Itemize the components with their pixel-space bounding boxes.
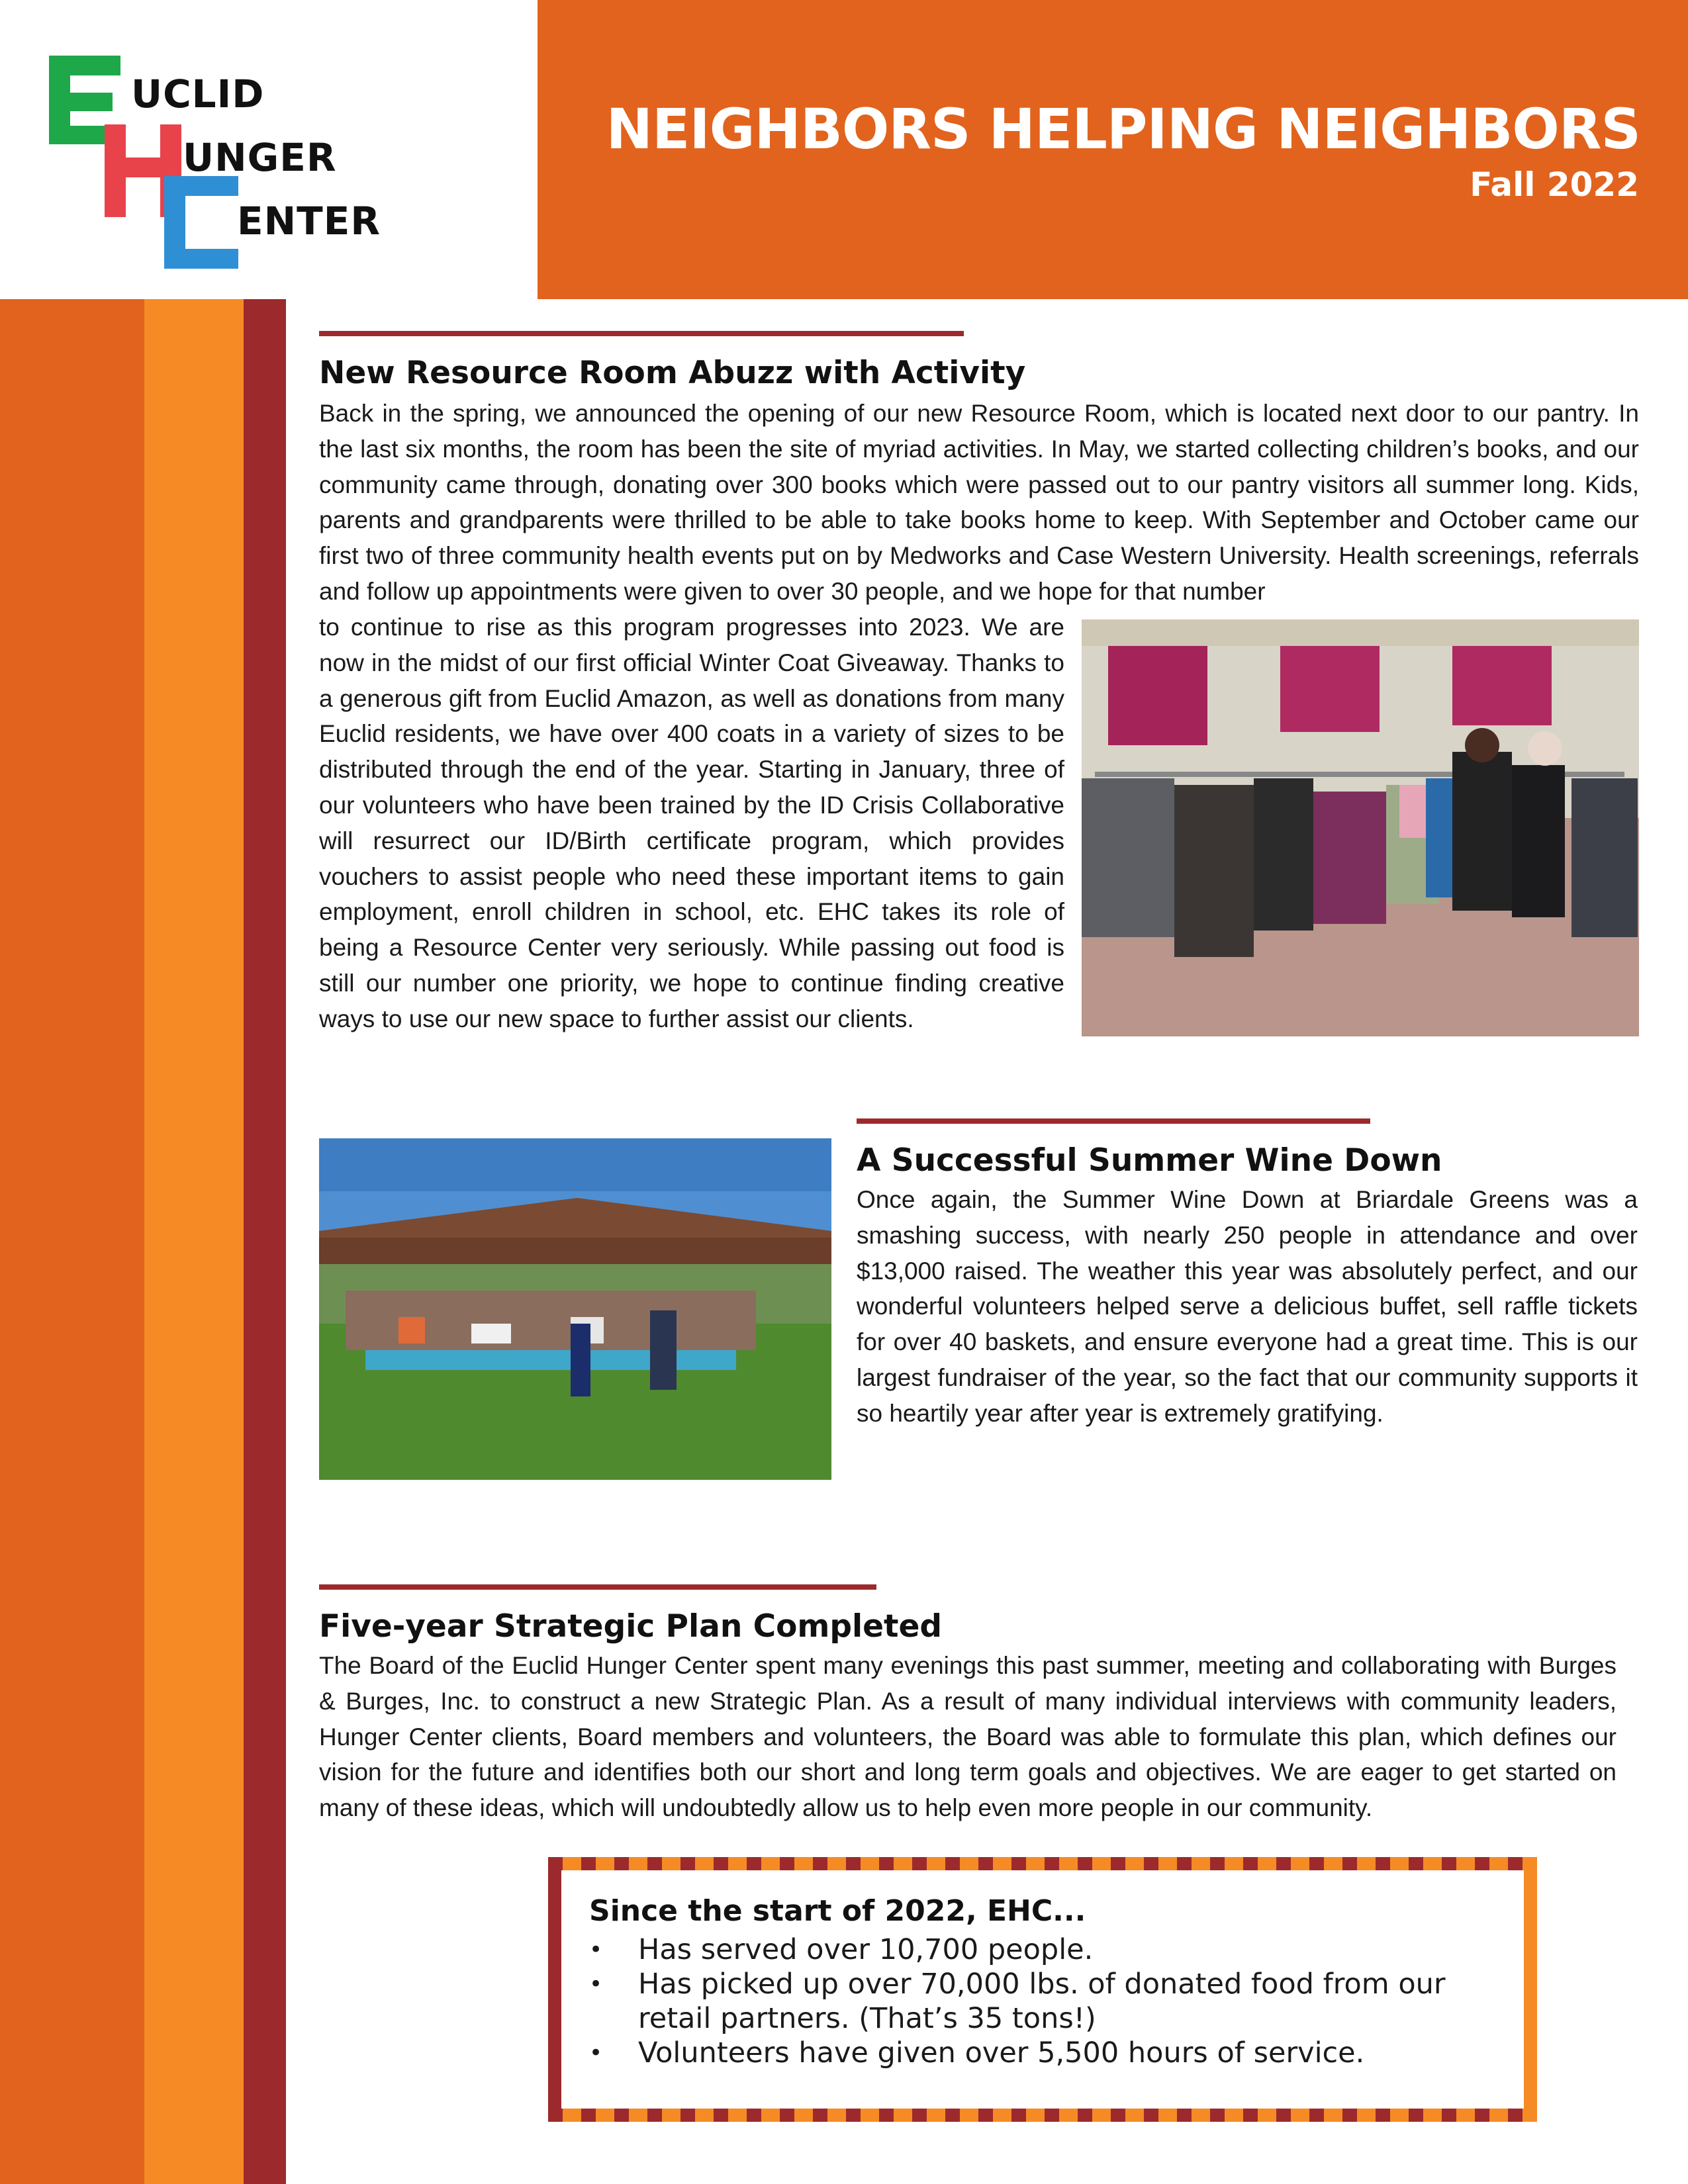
ehc-logo — [46, 52, 470, 270]
stats-item: • Volunteers have given over 5,500 hours of service. — [589, 2036, 1503, 2070]
decorative-stripe-orange — [0, 299, 144, 2184]
article-paragraph: Back in the spring, we announced the opening of our new Resource Room, which is located next door to our pantry. In the last six months, the room has been the site of myriad activities. In May, we started collecting children’s books, and our community came through, donating over 300 books which were passed out to our pantry visitors all summer long. Kids, parents and grandparents were thrilled to be able to take books home to keep. With September and October came our first two of three community health events put on by Medworks and Case Western University. Health screenings, referrals and follow up appointments were given to over 30 people, and we hope for that number — [319, 400, 1639, 605]
decorative-stripe-maroon — [244, 299, 286, 2184]
logo-word-center: ENTER — [237, 199, 381, 244]
stats-item: • Has picked up over 70,000 lbs. of donated food from our retail partners. (That’s 35 tons!) — [589, 1967, 1503, 2036]
article-heading: Five-year Strategic Plan Completed — [319, 1608, 943, 1645]
article-paragraph: Once again, the Summer Wine Down at Briardale Greens was a smashing success, with nearly 250 people in attendance and over $13,000 raised. The weather this year was absolutely perfect, and our wonderful volunteers helped serve a delicious buffet, sell raffle tickets for over 40 baskets, and ensure everyone had a great time. This is our largest fundraiser of the year, so the fact that our community supports it so heartily year after year is extremely gratifying. — [857, 1186, 1638, 1427]
logo-word-euclid: UCLID — [131, 71, 265, 116]
logo-word-hunger: UNGER — [183, 135, 337, 180]
article-paragraph: The Board of the Euclid Hunger Center spent many evenings this past summer, meeting and collaborating with Burges & Burges, Inc. to construct a new Strategic Plan. As a result of many individual interviews with community leaders, Hunger Center clients, Board members and volunteers, the Board was able to formulate this plan, which defines our vision for the future and identifies both our short and long term goals and objectives. We are eager to get started on many of these ideas, which will undoubtedly allow us to help even more people in our community. — [319, 1652, 1617, 1822]
article-heading: New Resource Room Abuzz with Activity — [319, 355, 1026, 391]
coat-giveaway-photo — [1082, 619, 1639, 1036]
newsletter-issue: Fall 2022 — [1470, 165, 1639, 204]
newsletter-title: NEIGHBORS HELPING NEIGHBORS — [606, 97, 1640, 161]
article-divider — [319, 1584, 876, 1590]
article-divider — [319, 331, 964, 336]
decorative-stripe-light-orange — [144, 299, 244, 2184]
stats-list — [589, 1933, 1503, 2070]
stats-item: • Has served over 10,700 people. — [589, 1933, 1503, 1967]
stats-title: Since the start of 2022, EHC... — [589, 1894, 1086, 1928]
article-paragraph: to continue to rise as this program progresses into 2023. We are now in the midst of our first official Winter Coat Giveaway. Thanks to a generous gift from Euclid Amazon, as well as donations from many Euclid residents, we have over 400 coats in a variety of sizes to be distributed through the end of the year. Starting in January, three of our volunteers who have been trained by the ID Crisis Collaborative will resurrect our ID/Birth certificate program, which provides vouchers to assist people who need these important items to gain employment, enroll children in school, etc. EHC takes its role of being a Resource Center very seriously. While passing out food is still our number one priority, we hope to continue finding creative ways to use our new space to further assist our clients. — [319, 614, 1064, 1032]
article-divider — [857, 1118, 1370, 1124]
article-heading: A Successful Summer Wine Down — [857, 1142, 1442, 1179]
wine-down-photo — [319, 1138, 831, 1480]
